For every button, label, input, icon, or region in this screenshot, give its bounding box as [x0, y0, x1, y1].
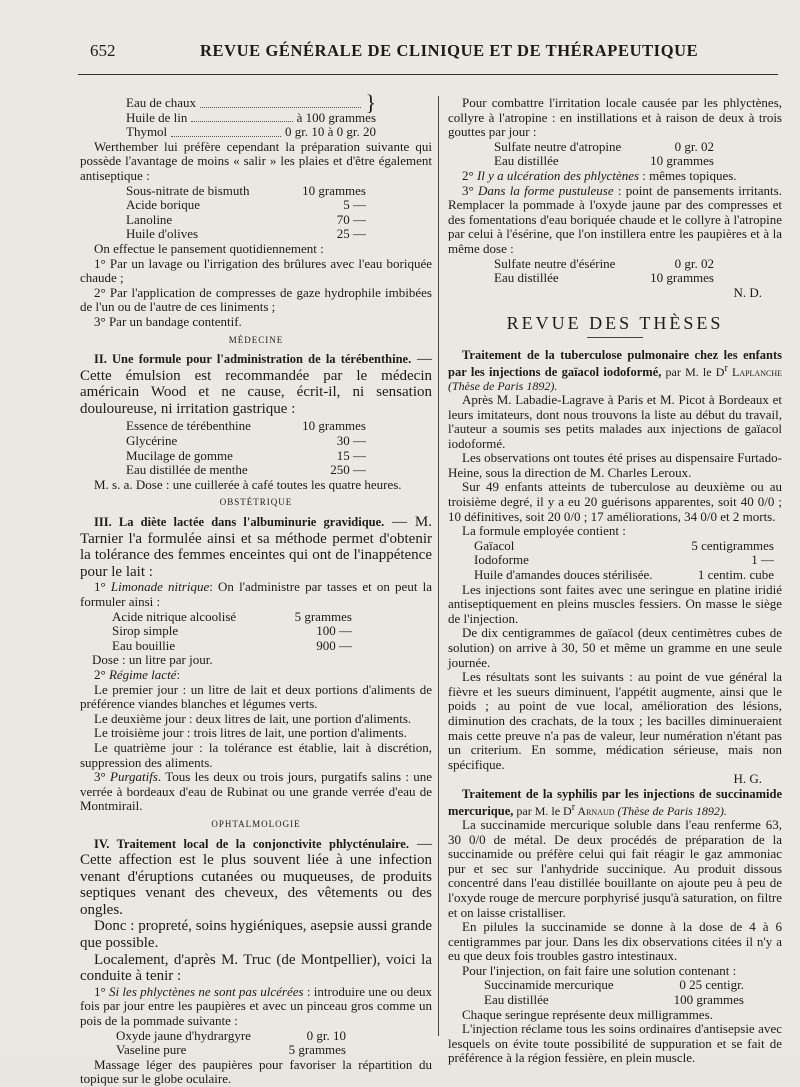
section-heading-ophtalmologie: OPHTALMOLOGIE: [211, 818, 301, 829]
recipe-atropine: Sulfate neutre d'atropine 0 gr. 02 Eau distillée 10 grammes: [494, 138, 714, 169]
thesis-heading: Traitement de la syphilis par les injections de succinamide mercurique, par M. le $D^r$ Arnaud (Thèse de Paris 1892).: [448, 786, 782, 818]
list-item: 3° Purgatifs. Tous les deux ou trois jours, purgatifs salins : une verrée à bordeaux d'eau de Rubinat ou une grande verrée d'eau de Montmirail.: [80, 769, 432, 814]
article-title: III. La diète lactée dans l'albuminurie gravidique.: [94, 515, 385, 530]
list-item: 2° Régime lacté:: [94, 666, 181, 682]
column-divider: [438, 96, 439, 1036]
paragraph: Pour l'injection, on fait faire une solution contenant :: [462, 962, 737, 978]
recipe-thymol: [80, 90, 376, 140]
paragraph: Après M. Labadie-Lagrave à Paris et M. Picot à Bordeaux et leurs imitateurs, dont nous trouvons la liste au début du travail, l'auteur a soumis ses petits malades aux injections de gaïacol iodoformé.: [448, 391, 782, 451]
recipe-succinamide: Succinamide mercurique 0 25 centigr. Eau distillée 100 grammes: [484, 977, 744, 1008]
paragraph: L'injection réclame tous les soins ordinaires d'antisepsie avec lesquels on évite toute possibilité de suppuration et se fait de préférence à la région fessière, en plein muscle.: [448, 1021, 782, 1066]
paragraph: Massage léger des paupières pour favoriser la répartition du topique sur le globe oculaire.: [80, 1056, 432, 1087]
article-medecine: II. Une formule pour l'administration de la térébenthine. — Cette émulsion est recommandée par le médecin américain Wood et ne cause, écrit-il, ni sensation douloureuse, ni irritation gastrique :: [80, 351, 432, 417]
recipe-line: Eau de chaux }: [126, 90, 376, 115]
signature: H. G.: [733, 771, 762, 787]
recipe-eserine: Sulfate neutre d'ésérine 0 gr. 02 Eau distillée 10 grammes: [494, 255, 714, 286]
recipe-gaiacol: Gaïacol 5 centigrammes Iodoforme 1 — Huile d'amandes douces stérilisée. 1 centim. cube: [474, 537, 774, 583]
section-title-revue-des-theses: REVUE DES THÈSES: [506, 313, 724, 334]
paragraph: Localement, d'après M. Truc (de Montpellier), voici la conduite à tenir :: [80, 951, 432, 985]
paragraph: Le troisième jour : trois litres de lait, une portion d'aliments.: [94, 725, 407, 741]
right-column: [448, 96, 782, 1066]
list-item: 3° Par un bandage contentif.: [94, 313, 242, 329]
paragraph: Chaque seringue représente deux milligrammes.: [462, 1006, 713, 1022]
paragraph: On effectue le pansement quotidiennement :: [94, 240, 324, 256]
title-rule: [587, 337, 643, 338]
page-number: 652: [90, 41, 116, 60]
list-item: 2° Par l'application de compresses de gaze hydrophile imbibées de l'un ou de l'autre de ces liniments ;: [80, 284, 432, 315]
paragraph: De dix centigrammes de gaïacol (deux centimètres cubes de solution) on arrive à 30, 50 et même un gramme en une seule journée.: [448, 625, 782, 670]
paragraph: La succinamide mercurique soluble dans l'eau renferme 63, 30 0/0 de métal. De deux procédés de préparation de la succinamide ou préfère celui qui fait réagir le gaz ammoniac pur et sec sur l'anhydride succinique. Au produit dissous concentré dans l'eau distillée bouillante on ajoute peu à peu de l'oxyde rouge de mercure porphyrisé jusqu'à saturation, on filtre et on laisse cristalliser.: [448, 816, 782, 920]
paragraph: Pour combattre l'irritation locale causée par les phlyctènes, collyre à l'atropine : en instillations et à raison de deux à trois gouttes par jour :: [448, 95, 782, 140]
list-item: 2° Il y a ulcération des phlyctènes : mêmes topiques.: [462, 167, 737, 183]
list-item: 1° Par un lavage ou l'irrigation des brûlures avec l'eau boriquée chaude ;: [80, 255, 432, 286]
paragraph: En pilules la succinamide se donne à la dose de 4 à 6 centigrammes par jour. Dans les dix observations citées il n'y a eu que deux fois troubles gastro intestinaux.: [448, 919, 782, 964]
running-header: [80, 41, 760, 66]
header-rule: [78, 74, 778, 75]
list-item: 1° Limonade nitrique: On l'administre par tasses et on peut la formuler ainsi :: [80, 579, 432, 609]
article-title: IV. Traitement local de la conjonctivite phlycténulaire.: [94, 836, 409, 851]
paragraph: Dose : un litre par jour.: [92, 652, 213, 668]
recipe-pommade: Oxyde jaune d'hydrargyre 0 gr. 10 Vaseline pure 5 grammes: [116, 1027, 346, 1058]
article-title: II. Une formule pour l'administration de la térébenthine.: [94, 352, 412, 367]
recipe-line: Huile de lin à 100 grammes: [126, 109, 376, 125]
thesis-heading: Traitement de la tuberculose pulmonaire chez les enfants par les injections de gaïacol iodoformé, par M. le $D^r$ Laplanche (Thèse de Paris 1892).: [448, 347, 782, 393]
paragraph: Werthember lui préfère cependant la préparation suivante qui possède l'avantage de moins « salir » les plaies et d'être également antiseptique :: [80, 138, 432, 183]
section-heading-medecine: MÉDECINE: [228, 334, 284, 345]
signature: N. D.: [733, 284, 762, 300]
recipe-bismuth: Sous-nitrate de bismuth 10 grammes Acide borique 5 — Lanoline 70 — Huile d'olives 25 —: [126, 182, 366, 242]
paragraph: Le deuxième jour : deux litres de lait, une portion d'aliments.: [94, 710, 412, 726]
recipe-limonade: Acide nitrique alcoolisé 5 grammes Sirop simple 100 — Eau bouillie 900 —: [112, 608, 352, 653]
paragraph: M. s. a. Dose : une cuillerée à café toutes les quatre heures.: [94, 476, 402, 492]
paragraph: Le premier jour : un litre de lait et deux portions d'aliments de préférence viandes blanches et légumes verts.: [80, 681, 432, 712]
list-item: 1° Si les phlyctènes ne sont pas ulcérées : introduire une ou deux fois par jour entre les paupières et avec un pinceau gros comme un pois de la pommade suivante :: [80, 983, 432, 1029]
article-obstetrique: III. La diète lactée dans l'albuminurie gravidique. — M. Tarnier l'a formulée ainsi et sa méthode permet d'obtenir la tolérance des femmes enceintes qui ont de l'inappétence pour le lait :: [80, 514, 432, 580]
paragraph: Le quatrième jour : la tolérance est établie, lait à discrétion, suppression des aliments.: [80, 739, 432, 770]
section-heading-obstetrique: OBSTÉTRIQUE: [219, 497, 293, 508]
paragraph: Les résultats sont les suivants : au point de vue général la fièvre et les sueurs diminuent, l'appétit augmente, ainsi que le poids ; au point de vue local, amélioration des lésions, diminution des crachats, de la toux ; les bacilles diminueraient mais cette preuve n'a pas de valeur, leur numération n'étant pas un criterium. En somme, médication sérieuse, mais non spécifique.: [448, 669, 782, 772]
paragraph: Les observations ont toutes été prises au dispensaire Furtado-Heine, sous la direction de M. Charles Leroux.: [448, 450, 782, 480]
paragraph: Les injections sont faites avec une seringue en platine iridié antiseptiquement en pleins muscles fessiers. On masse le siège de l'injection.: [448, 581, 782, 626]
paragraph: Donc : propreté, soins hygiéniques, asepsie aussi grande que possible.: [80, 918, 432, 952]
recipe-line: Thymol 0 gr. 10 à 0 gr. 20: [126, 124, 376, 140]
paragraph: Sur 49 enfants atteints de tuberculose au deuxième ou au troisième degré, il y a eu 20 guérisons apparentes, soit 40 0/0 ; 10 définitives, soit 20 0/0 ; 17 améliorations, 34 0/0 et 2 morts.: [448, 479, 782, 524]
article-ophtalmologie: IV. Traitement local de la conjonctivite phlycténulaire. — Cette affection est le plus souvent liée à une infection venant d'éruptions cutanées ou muqueuses, de produits septiques venant des cheveux, des vêtements ou des ongles.: [80, 835, 433, 918]
left-column: [80, 90, 433, 1087]
running-title: REVUE GÉNÉRALE DE CLINIQUE ET DE THÉRAPEUTIQUE: [200, 41, 699, 60]
list-item: 3° Dans la forme pustuleuse : point de pansements irritants. Remplacer la pommade à l'oxyde jaune par des compresses et des fomentations d'eau boriquée chaude et le collyre à l'atropine par celui à l'ésérine, que l'on instillera entre les paupières et à la même dose :: [448, 182, 782, 256]
paragraph: La formule employée contient :: [462, 523, 626, 539]
recipe-terebenthine: Essence de térébenthine 10 grammes Glycérine 30 — Mucilage de gomme 15 — Eau distillée de menthe 250 —: [126, 418, 366, 478]
